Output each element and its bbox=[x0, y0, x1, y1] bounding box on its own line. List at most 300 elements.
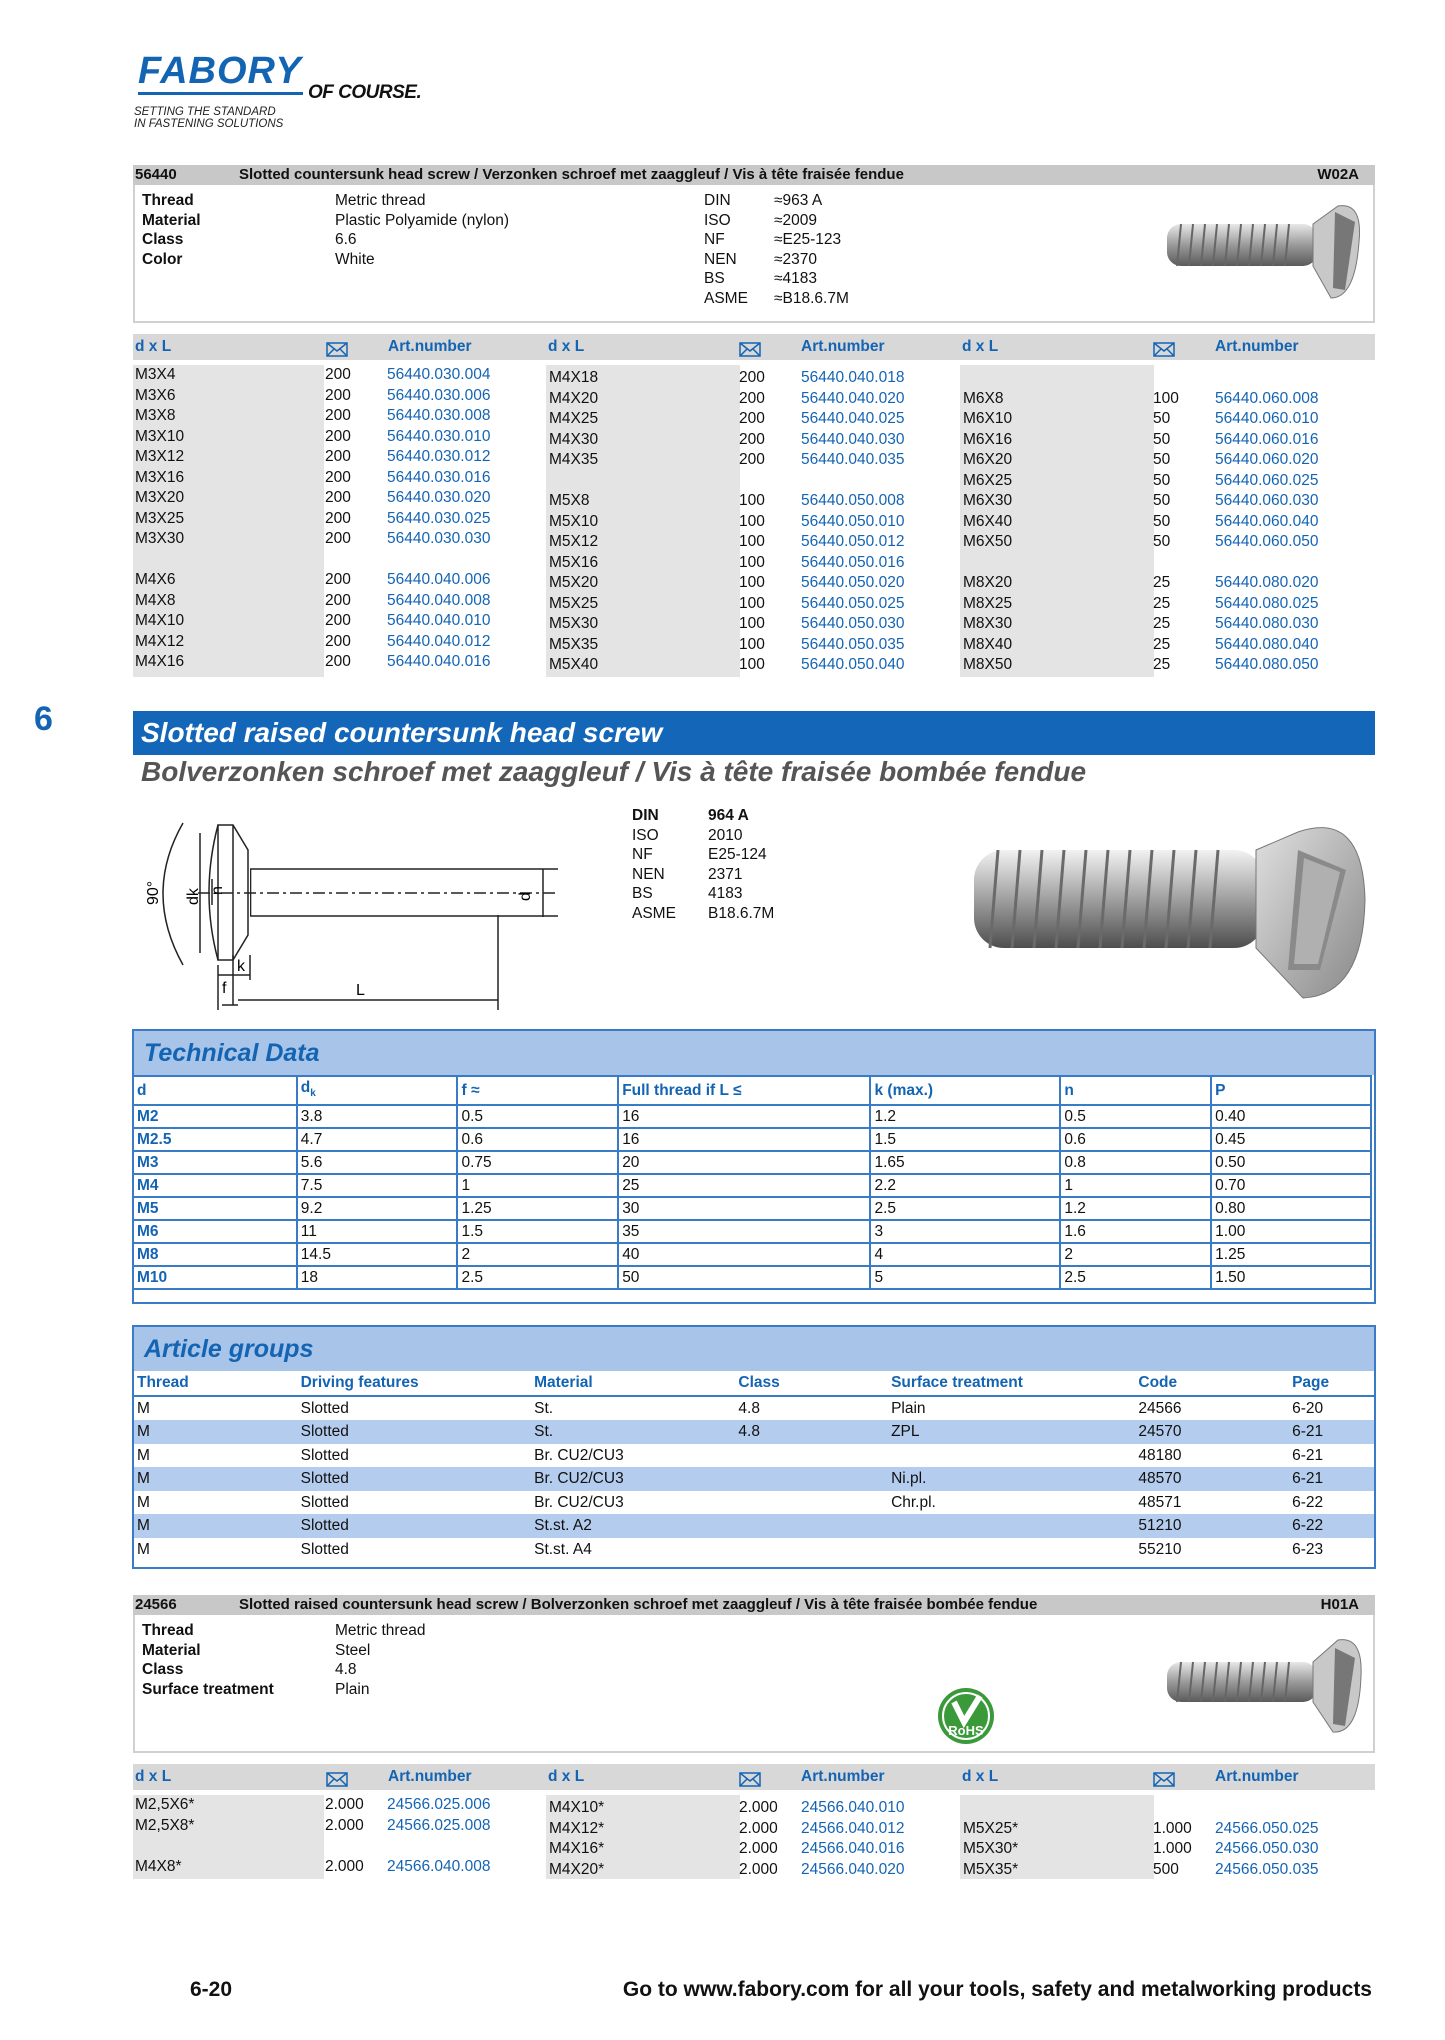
angle-label: 90° bbox=[145, 880, 162, 905]
prop-key: Color bbox=[142, 250, 183, 268]
pack-qty: 100 bbox=[739, 492, 765, 509]
prop-key: NEN bbox=[704, 250, 737, 268]
article-number[interactable]: 56440.040.025 bbox=[801, 410, 905, 427]
article-number[interactable]: 56440.050.035 bbox=[801, 635, 905, 653]
article-number[interactable]: 56440.050.012 bbox=[801, 533, 905, 550]
article-number[interactable]: 56440.080.030 bbox=[1215, 615, 1319, 632]
article-number[interactable]: 56440.050.020 bbox=[801, 574, 905, 591]
pack-qty: 200 bbox=[739, 451, 765, 468]
article-number[interactable]: 24566.050.030 bbox=[1215, 1840, 1319, 1857]
table-cell: 35 bbox=[618, 1220, 870, 1243]
logo-suffix: OF COURSE. bbox=[308, 82, 422, 103]
table-cell: 2.5 bbox=[870, 1197, 1060, 1220]
pack-qty: 25 bbox=[1153, 615, 1171, 632]
table-cell: 9.2 bbox=[297, 1197, 458, 1220]
prop-value: Plastic Polyamide (nylon) bbox=[335, 211, 510, 229]
column-header: $d_k$ bbox=[297, 1076, 458, 1105]
list-column-2 bbox=[549, 1798, 905, 1880]
table-cell: 16 bbox=[618, 1105, 870, 1128]
table-cell: Chr.pl. bbox=[891, 1493, 936, 1511]
table-cell: 4.7 bbox=[297, 1128, 458, 1151]
pack-qty: 200 bbox=[325, 632, 351, 650]
article-number[interactable]: 56440.030.008 bbox=[387, 407, 491, 424]
size: M8X25 bbox=[963, 594, 1013, 612]
article-number[interactable]: 56440.050.016 bbox=[801, 553, 905, 571]
list-item bbox=[963, 573, 1319, 594]
article-number[interactable]: 56440.030.025 bbox=[387, 509, 491, 527]
table-cell: 6-21 bbox=[1292, 1446, 1324, 1464]
list-item bbox=[135, 1816, 491, 1837]
size: M3X4 bbox=[135, 366, 176, 383]
table-cell: Slotted bbox=[298, 1514, 532, 1538]
article-number[interactable]: 56440.050.030 bbox=[801, 615, 905, 632]
article-number[interactable]: 24566.050.035 bbox=[1215, 1860, 1319, 1878]
pack-qty: 100 bbox=[739, 615, 765, 632]
table-cell: 1.50 bbox=[1211, 1266, 1371, 1289]
list-item bbox=[963, 368, 1012, 389]
table-cell: 0.80 bbox=[1211, 1197, 1371, 1220]
list-item bbox=[963, 471, 1319, 492]
table-cell: M8 bbox=[133, 1243, 297, 1266]
table-cell: 6-22 bbox=[1289, 1514, 1374, 1538]
pack-qty: 1.000 bbox=[1153, 1819, 1192, 1837]
table-cell: Slotted bbox=[298, 1420, 532, 1444]
list-item bbox=[549, 594, 905, 615]
prop-value: ≈B18.6.7M bbox=[774, 289, 849, 307]
table-cell: 14.5 bbox=[297, 1243, 458, 1266]
pack-qty: 200 bbox=[325, 407, 351, 424]
logo-tagline-1: SETTING THE STANDARD bbox=[134, 106, 276, 118]
list-item bbox=[549, 450, 905, 471]
envelope-icon bbox=[326, 340, 348, 366]
article-number[interactable]: 56440.050.008 bbox=[801, 492, 905, 509]
prop-key: ISO bbox=[632, 826, 659, 844]
article-number[interactable]: 56440.080.025 bbox=[1215, 594, 1319, 612]
pack-qty: 25 bbox=[1153, 594, 1171, 612]
article-number[interactable]: 24566.040.016 bbox=[801, 1840, 905, 1857]
article-number[interactable]: 56440.030.020 bbox=[387, 489, 491, 506]
list-column-2 bbox=[549, 368, 905, 676]
pack-qty: 1.000 bbox=[1153, 1840, 1192, 1857]
prop-value: ≈4183 bbox=[774, 270, 817, 287]
list-item bbox=[135, 509, 491, 530]
pack-qty: 100 bbox=[739, 533, 765, 550]
prop-key: Surface treatment bbox=[142, 1680, 274, 1698]
table-cell: 2 bbox=[457, 1243, 618, 1266]
article-number[interactable]: 56440.060.010 bbox=[1215, 410, 1319, 427]
size: M4X16* bbox=[549, 1840, 605, 1857]
size: M5X20 bbox=[549, 574, 599, 591]
article-number[interactable]: 24566.025.008 bbox=[387, 1816, 491, 1834]
article-number[interactable]: 56440.030.016 bbox=[387, 468, 491, 486]
pack-qty: 200 bbox=[325, 571, 351, 588]
prop-row bbox=[704, 191, 823, 211]
list-item bbox=[549, 614, 905, 635]
list-item bbox=[135, 632, 491, 653]
list-item bbox=[963, 553, 1012, 574]
article-number[interactable]: 56440.060.020 bbox=[1215, 451, 1319, 468]
size: M6X25 bbox=[963, 471, 1013, 489]
article-number[interactable]: 56440.030.030 bbox=[387, 530, 491, 547]
article-number[interactable]: 56440.060.040 bbox=[1215, 512, 1319, 530]
pack-qty: 2.000 bbox=[325, 1816, 364, 1834]
article-number[interactable]: 56440.040.006 bbox=[387, 571, 491, 588]
article-number[interactable]: 56440.050.010 bbox=[801, 512, 905, 530]
prop-value: Plain bbox=[335, 1680, 370, 1698]
table-cell: Br. CU2/CU3 bbox=[531, 1467, 735, 1491]
screw-image bbox=[1163, 1632, 1363, 1734]
article-number[interactable]: 56440.060.016 bbox=[1215, 430, 1319, 448]
dk-label: dk bbox=[185, 888, 202, 905]
pack-qty: 50 bbox=[1153, 512, 1171, 530]
article-number[interactable]: 56440.050.025 bbox=[801, 594, 905, 612]
table-cell: 20 bbox=[618, 1151, 870, 1174]
column-header: Driving features bbox=[298, 1371, 532, 1396]
table-cell: 3 bbox=[870, 1220, 1060, 1243]
list-item bbox=[135, 1857, 491, 1878]
size: M4X35 bbox=[549, 451, 599, 468]
article-number[interactable]: 56440.060.025 bbox=[1215, 471, 1319, 489]
article-number[interactable]: 56440.040.035 bbox=[801, 451, 905, 468]
table-row[interactable] bbox=[134, 1396, 1374, 1421]
table-cell: 0.5 bbox=[457, 1105, 618, 1128]
prop-value: 2371 bbox=[708, 865, 743, 883]
list-item bbox=[135, 529, 491, 550]
article-number[interactable]: 56440.040.010 bbox=[387, 612, 491, 629]
size: M5X8 bbox=[549, 492, 590, 509]
envelope-icon bbox=[1153, 340, 1175, 366]
prop-value: Metric thread bbox=[335, 192, 426, 209]
table-cell: 1.25 bbox=[1211, 1243, 1371, 1266]
pack-qty: 2.000 bbox=[325, 1796, 364, 1813]
table-cell bbox=[735, 1538, 888, 1562]
prop-row bbox=[142, 191, 426, 211]
table-cell: 24566 bbox=[1138, 1399, 1182, 1417]
column-header: k (max.) bbox=[870, 1076, 1060, 1105]
article-number[interactable]: 24566.040.008 bbox=[387, 1857, 491, 1875]
article-number[interactable]: 56440.040.030 bbox=[801, 430, 905, 448]
pack-qty: 200 bbox=[739, 430, 765, 448]
table-cell: 2.2 bbox=[870, 1174, 1060, 1197]
list-column-3 bbox=[963, 368, 1319, 676]
size: M3X8 bbox=[135, 407, 176, 424]
article-number[interactable]: 24566.040.020 bbox=[801, 1860, 905, 1878]
table-cell bbox=[735, 1491, 888, 1515]
table-cell: 11 bbox=[297, 1220, 458, 1243]
article-number[interactable]: 24566.040.012 bbox=[801, 1819, 905, 1837]
prop-row bbox=[704, 250, 817, 270]
prop-row bbox=[704, 269, 817, 289]
article-number[interactable]: 56440.050.040 bbox=[801, 656, 905, 673]
table-cell: 5 bbox=[870, 1266, 1060, 1289]
list-item bbox=[549, 553, 905, 574]
list-item bbox=[963, 1819, 1319, 1840]
table-cell: 4 bbox=[870, 1243, 1060, 1266]
list-item bbox=[135, 1795, 491, 1816]
article-number[interactable]: 56440.030.012 bbox=[387, 448, 491, 465]
list-item bbox=[135, 406, 491, 427]
product-title: Slotted countersunk head screw / Verzonken schroef met zaaggleuf / Vis à tête fraisée fendue bbox=[239, 166, 904, 183]
size: M4X20 bbox=[549, 389, 599, 407]
list-column-1 bbox=[135, 365, 491, 673]
article-number[interactable]: 56440.060.030 bbox=[1215, 492, 1319, 509]
table-row bbox=[133, 1266, 1371, 1289]
table-row[interactable] bbox=[134, 1514, 1374, 1538]
prop-key: Thread bbox=[142, 1622, 194, 1639]
list-item bbox=[963, 450, 1319, 471]
table-cell: 4.8 bbox=[735, 1420, 888, 1444]
chapter-number: 6 bbox=[34, 700, 53, 738]
table-cell: 6-21 bbox=[1289, 1467, 1374, 1491]
article-number[interactable]: 56440.040.020 bbox=[801, 389, 905, 407]
size: M4X12* bbox=[549, 1819, 605, 1837]
product-ref: W02A bbox=[1317, 166, 1359, 183]
table-header-row bbox=[133, 1076, 1371, 1105]
size: M5X40 bbox=[549, 656, 599, 673]
list-item bbox=[135, 591, 491, 612]
table-row bbox=[133, 1151, 1371, 1174]
prop-row bbox=[704, 230, 842, 250]
table-cell: 1.00 bbox=[1211, 1220, 1371, 1243]
table-cell bbox=[888, 1444, 1135, 1468]
article-number[interactable]: 56440.030.006 bbox=[387, 386, 491, 404]
list-item bbox=[549, 409, 905, 430]
list-item bbox=[963, 532, 1319, 553]
table-cell: 1.65 bbox=[870, 1151, 1060, 1174]
table-cell: 48180 bbox=[1138, 1446, 1182, 1464]
table-cell: 6-22 bbox=[1292, 1493, 1324, 1511]
screw-image bbox=[1163, 202, 1363, 304]
table-row bbox=[133, 1105, 1371, 1128]
list-item bbox=[549, 491, 905, 512]
list-item bbox=[963, 491, 1319, 512]
prop-value: E25-124 bbox=[708, 846, 767, 863]
size: M8X50 bbox=[963, 656, 1013, 673]
prop-key: NEN bbox=[632, 865, 665, 883]
size: M4X12 bbox=[135, 632, 185, 650]
table-cell: M2 bbox=[133, 1105, 297, 1128]
prop-value: ≈2009 bbox=[774, 211, 817, 229]
article-number[interactable]: 56440.060.050 bbox=[1215, 533, 1319, 550]
pack-qty: 50 bbox=[1153, 410, 1171, 427]
pack-qty: 100 bbox=[739, 512, 765, 530]
table-cell: 1.2 bbox=[870, 1105, 1060, 1128]
section-standards bbox=[632, 806, 775, 923]
prop-value: Steel bbox=[335, 1641, 371, 1659]
pack-qty: 2.000 bbox=[739, 1819, 778, 1837]
product-header-56440 bbox=[133, 165, 1375, 185]
table-cell: 48570 bbox=[1135, 1467, 1289, 1491]
col-art: Art.number bbox=[801, 338, 885, 355]
size: M6X20 bbox=[963, 451, 1013, 468]
pack-qty: 2.000 bbox=[325, 1857, 364, 1875]
L-label: L bbox=[356, 982, 365, 999]
list-item bbox=[963, 389, 1319, 410]
list-item bbox=[549, 1839, 905, 1860]
pack-qty: 25 bbox=[1153, 656, 1171, 673]
article-number[interactable]: 56440.080.050 bbox=[1215, 656, 1319, 673]
table-cell: 1 bbox=[1060, 1174, 1211, 1197]
table-cell: Br. CU2/CU3 bbox=[534, 1446, 624, 1464]
article-number[interactable]: 24566.050.025 bbox=[1215, 1819, 1319, 1837]
section-subtitle: Bolverzonken schroef met zaaggleuf / Vis à tête fraisée bombée fendue bbox=[141, 756, 1087, 787]
size: M4X16 bbox=[135, 653, 185, 670]
table-cell: 1.25 bbox=[457, 1197, 618, 1220]
product-standards bbox=[704, 191, 849, 308]
table-cell: 6-21 bbox=[1289, 1420, 1374, 1444]
column-header: Full thread if L ≤ bbox=[618, 1076, 870, 1105]
table-cell: 0.45 bbox=[1211, 1128, 1371, 1151]
table-row bbox=[133, 1128, 1371, 1151]
col-dxl: d x L bbox=[548, 1768, 585, 1785]
technical-drawing bbox=[138, 805, 558, 1015]
table-cell: St. bbox=[534, 1399, 554, 1417]
list-item bbox=[135, 652, 491, 673]
table-row[interactable] bbox=[134, 1491, 1374, 1515]
pack-qty: 50 bbox=[1153, 451, 1171, 468]
size: M5X35* bbox=[963, 1860, 1019, 1878]
list-item bbox=[135, 611, 491, 632]
size: M4X10 bbox=[135, 612, 185, 629]
table-cell: Slotted bbox=[300, 1399, 349, 1417]
prop-row bbox=[632, 806, 749, 826]
article-number[interactable]: 56440.080.040 bbox=[1215, 635, 1319, 653]
table-cell: 2.5 bbox=[1060, 1266, 1211, 1289]
column-header: P bbox=[1211, 1076, 1371, 1105]
prop-value: ≈963 A bbox=[774, 192, 823, 209]
pack-qty: 200 bbox=[325, 509, 351, 527]
table-cell bbox=[888, 1538, 1135, 1562]
article-number[interactable]: 56440.040.008 bbox=[387, 591, 491, 609]
column-header: Page bbox=[1289, 1371, 1374, 1396]
table-row[interactable] bbox=[134, 1444, 1374, 1468]
footer-link-text[interactable]: Go to www.fabory.com for all your tools, safety and metalworking products bbox=[622, 1978, 1372, 2001]
table-cell bbox=[735, 1444, 888, 1468]
table-cell: M bbox=[137, 1493, 150, 1511]
pack-qty: 200 bbox=[325, 448, 351, 465]
article-groups-panel bbox=[132, 1325, 1376, 1569]
table-cell: 2.5 bbox=[457, 1266, 618, 1289]
prop-value: White bbox=[335, 250, 375, 268]
list-item bbox=[549, 635, 905, 656]
table-cell: St. bbox=[531, 1420, 735, 1444]
pack-qty: 200 bbox=[325, 530, 351, 547]
pack-qty: 200 bbox=[325, 386, 351, 404]
envelope-icon bbox=[326, 1770, 348, 1796]
article-number[interactable]: 56440.030.010 bbox=[387, 427, 491, 445]
prop-row bbox=[632, 884, 743, 904]
column-header: n bbox=[1060, 1076, 1211, 1105]
logo-tagline-2: IN FASTENING SOLUTIONS bbox=[134, 118, 284, 130]
list-item bbox=[135, 386, 491, 407]
article-number[interactable]: 56440.080.020 bbox=[1215, 574, 1319, 591]
table-cell: M bbox=[137, 1399, 150, 1417]
pack-qty: 200 bbox=[325, 366, 351, 383]
list-item bbox=[549, 471, 598, 492]
size: M4X6 bbox=[135, 571, 176, 588]
d-label: d bbox=[517, 892, 534, 901]
prop-row bbox=[704, 211, 817, 231]
column-header: Surface treatment bbox=[888, 1371, 1135, 1396]
size: M4X18 bbox=[549, 369, 599, 386]
col-art: Art.number bbox=[1215, 338, 1299, 355]
prop-key: DIN bbox=[704, 192, 731, 209]
col-dxl: d x L bbox=[135, 1768, 172, 1785]
list-item bbox=[963, 655, 1319, 676]
size: M3X10 bbox=[135, 427, 185, 445]
size: M3X12 bbox=[135, 448, 185, 465]
table-cell: 51210 bbox=[1135, 1514, 1289, 1538]
table-cell: 3.8 bbox=[297, 1105, 458, 1128]
size: M5X16 bbox=[549, 553, 599, 571]
table-row bbox=[133, 1220, 1371, 1243]
table-cell: 55210 bbox=[1138, 1540, 1182, 1558]
size: M5X30 bbox=[549, 615, 599, 632]
table-cell: 1.5 bbox=[457, 1220, 618, 1243]
col-art: Art.number bbox=[388, 338, 472, 355]
size: M8X20 bbox=[963, 574, 1013, 591]
table-row[interactable] bbox=[134, 1538, 1374, 1562]
size: M5X12 bbox=[549, 533, 599, 550]
size: M3X6 bbox=[135, 386, 176, 404]
table-cell: St.st. A4 bbox=[534, 1540, 592, 1558]
pack-qty: 100 bbox=[739, 594, 765, 612]
table-row[interactable] bbox=[134, 1420, 1374, 1444]
table-cell: 6-20 bbox=[1292, 1399, 1324, 1417]
col-dxl: d x L bbox=[962, 1768, 999, 1785]
pack-qty: 100 bbox=[739, 553, 765, 571]
pack-qty: 100 bbox=[1153, 389, 1179, 407]
prop-row bbox=[632, 845, 767, 865]
article-number[interactable]: 24566.025.006 bbox=[387, 1796, 491, 1813]
prop-row bbox=[704, 289, 849, 309]
prop-key: DIN bbox=[632, 807, 659, 824]
fabory-logo: FABORY bbox=[138, 50, 302, 92]
prop-key: ISO bbox=[704, 211, 731, 229]
column-header: Thread bbox=[134, 1371, 298, 1396]
size: M4X8* bbox=[135, 1857, 182, 1875]
article-number[interactable]: 56440.060.008 bbox=[1215, 389, 1319, 407]
prop-key: NF bbox=[632, 846, 653, 863]
list-item bbox=[549, 430, 905, 451]
page-number: 6-20 bbox=[190, 1978, 233, 2001]
table-cell: 30 bbox=[618, 1197, 870, 1220]
article-number[interactable]: 24566.040.010 bbox=[801, 1799, 905, 1816]
table-cell: M bbox=[134, 1467, 298, 1491]
size: M6X10 bbox=[963, 410, 1013, 427]
article-number[interactable]: 56440.040.016 bbox=[387, 653, 491, 670]
technical-data-panel bbox=[132, 1029, 1376, 1304]
article-number[interactable]: 56440.030.004 bbox=[387, 366, 491, 383]
table-cell: 0.50 bbox=[1211, 1151, 1371, 1174]
prop-key: Material bbox=[142, 211, 201, 229]
pack-qty: 200 bbox=[739, 369, 765, 386]
table-row[interactable] bbox=[134, 1467, 1374, 1491]
prop-value: 4.8 bbox=[335, 1661, 357, 1678]
list-item bbox=[549, 512, 905, 533]
article-groups-table bbox=[134, 1371, 1374, 1561]
article-number[interactable]: 56440.040.012 bbox=[387, 632, 491, 650]
prop-key: Class bbox=[142, 231, 184, 248]
list-item bbox=[963, 635, 1319, 656]
size: M4X20* bbox=[549, 1860, 605, 1878]
table-cell: 1 bbox=[457, 1174, 618, 1197]
size: M6X16 bbox=[963, 430, 1013, 448]
list-item bbox=[549, 368, 905, 389]
article-number[interactable]: 56440.040.018 bbox=[801, 369, 905, 386]
prop-key: ASME bbox=[632, 904, 676, 922]
prop-key: Thread bbox=[142, 192, 194, 209]
